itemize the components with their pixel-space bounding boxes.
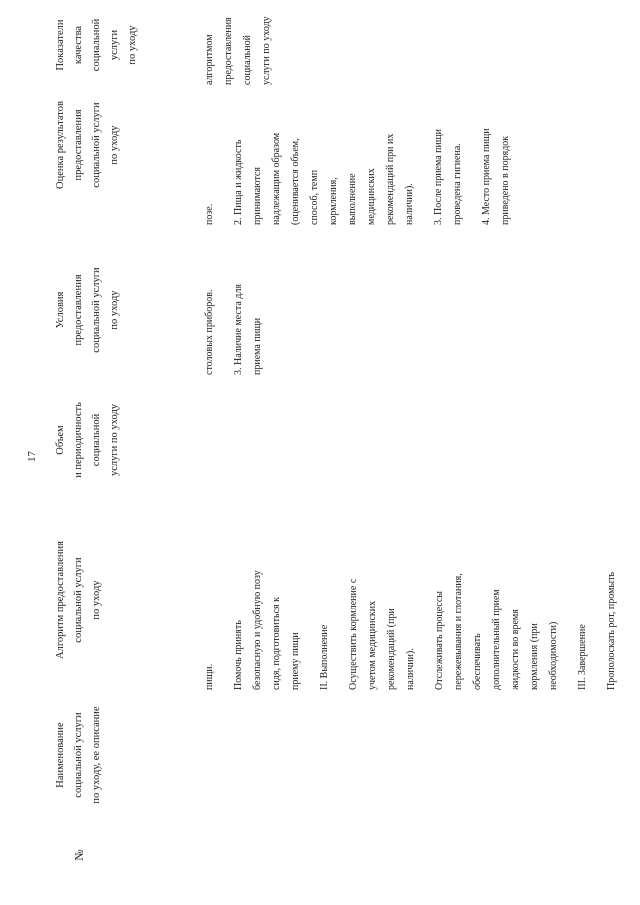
- text-block: [229, 75, 419, 225]
- text-line: алгоритмом: [204, 34, 215, 85]
- header-line: по уходу, ее описание: [91, 706, 102, 804]
- header-line: социальной услуги: [73, 557, 84, 643]
- text-line: принимаются: [252, 167, 263, 225]
- header-line: Оценка результатов: [55, 101, 66, 189]
- text-line: проведена гигиена.: [452, 143, 463, 225]
- header-line: социальной услуги: [91, 267, 102, 353]
- header-line: предоставления: [73, 274, 84, 346]
- header-line: и периодичность: [73, 402, 84, 478]
- text-line: II. Выполнение: [319, 624, 330, 690]
- header-conditions: [52, 250, 124, 370]
- text-block: [200, 510, 219, 690]
- header-line: по уходу: [127, 25, 138, 65]
- text-block: [429, 75, 467, 225]
- text-block: [200, 0, 276, 85]
- header-line: социальной услуги: [73, 712, 84, 798]
- text-line: 3. После приема пищи: [433, 129, 444, 225]
- text-line: необходимости): [548, 621, 559, 690]
- header-name: [52, 685, 106, 825]
- text-line: пищи.: [204, 663, 215, 690]
- text-line: столовых приборов.: [204, 289, 215, 375]
- text-block: [477, 75, 515, 225]
- text-line: кормления,: [328, 177, 339, 225]
- header-line: Наименование: [55, 722, 66, 788]
- text-line: позе.: [204, 203, 215, 225]
- header-line: Объем: [55, 425, 66, 455]
- header-line: Показатели: [55, 19, 66, 71]
- text-line: приему пищи: [290, 632, 301, 690]
- text-block: [430, 510, 563, 690]
- conditions-column: [200, 215, 267, 375]
- text-line: надлежащим образом: [271, 132, 282, 225]
- text-line: наличии).: [405, 648, 416, 690]
- header-algorithm: [52, 525, 106, 675]
- text-line: медицинских: [366, 168, 377, 225]
- text-line: безопасную и удобную позу: [252, 570, 263, 690]
- text-line: пережевывания и глотания,: [453, 573, 464, 690]
- text-line: жидкости во время: [510, 609, 521, 690]
- header-evaluation: [52, 80, 124, 210]
- text-block: [602, 510, 621, 690]
- header-line: социальной услуги: [91, 102, 102, 188]
- text-line: дополнительный прием: [491, 589, 502, 690]
- text-line: наличии).: [404, 183, 415, 225]
- text-line: 3. Наличие места для: [233, 284, 244, 375]
- text-line: III. Завершение: [577, 624, 588, 690]
- text-line: социальной: [242, 35, 253, 85]
- algorithm-column: [200, 510, 621, 690]
- header-line: услуги: [109, 29, 120, 61]
- header-num: №: [72, 849, 86, 861]
- text-line: приведено в порядок: [500, 135, 511, 225]
- text-line: способ, темп: [309, 169, 320, 225]
- header-line: по уходу: [109, 125, 120, 165]
- text-block: [573, 510, 592, 690]
- text-block: [200, 215, 219, 375]
- page-number: 17: [26, 451, 38, 462]
- text-line: Отслеживать процессы: [434, 590, 445, 690]
- text-line: Помочь принять: [233, 620, 244, 690]
- text-line: сидя, подготовиться к: [271, 597, 282, 690]
- text-line: (оценивается объем,: [290, 138, 301, 225]
- text-line: кормления (при: [529, 623, 540, 690]
- evaluation-column: [200, 75, 515, 225]
- text-line: обеспечивать: [472, 633, 483, 690]
- text-line: выполнение: [347, 173, 358, 225]
- header-line: социальной: [91, 18, 102, 72]
- text-line: 2. Пища и жидкость: [233, 139, 244, 225]
- header-line: предоставления: [73, 109, 84, 181]
- header-volume: [52, 380, 124, 500]
- text-line: услуги по уходу: [261, 16, 272, 85]
- header-line: по уходу: [91, 580, 102, 620]
- header-line: услуги по уходу: [109, 403, 120, 477]
- text-line: рекомендаций (при: [386, 608, 397, 690]
- header-line: Алгоритм предоставления: [55, 541, 66, 659]
- header-line: по уходу: [109, 290, 120, 330]
- text-line: 4. Место приема пищи: [481, 128, 492, 225]
- text-line: учетом медицинских: [367, 600, 378, 690]
- text-line: предоставления: [223, 17, 234, 85]
- text-line: Прополоскать рот, промыть: [606, 571, 617, 690]
- header-indicators: [52, 5, 142, 85]
- header-line: социальной: [91, 413, 102, 467]
- header-line: качества: [73, 25, 84, 65]
- indicators-column: [200, 0, 276, 85]
- text-block: [229, 510, 305, 690]
- text-block: [315, 510, 334, 690]
- text-line: Осуществить кормление с: [348, 578, 359, 690]
- text-block: [229, 215, 267, 375]
- text-block: [200, 75, 219, 225]
- header-line: Условия: [55, 291, 66, 329]
- text-line: приема пищи: [252, 317, 263, 375]
- text-block: [344, 510, 420, 690]
- text-line: рекомендаций при их: [385, 133, 396, 225]
